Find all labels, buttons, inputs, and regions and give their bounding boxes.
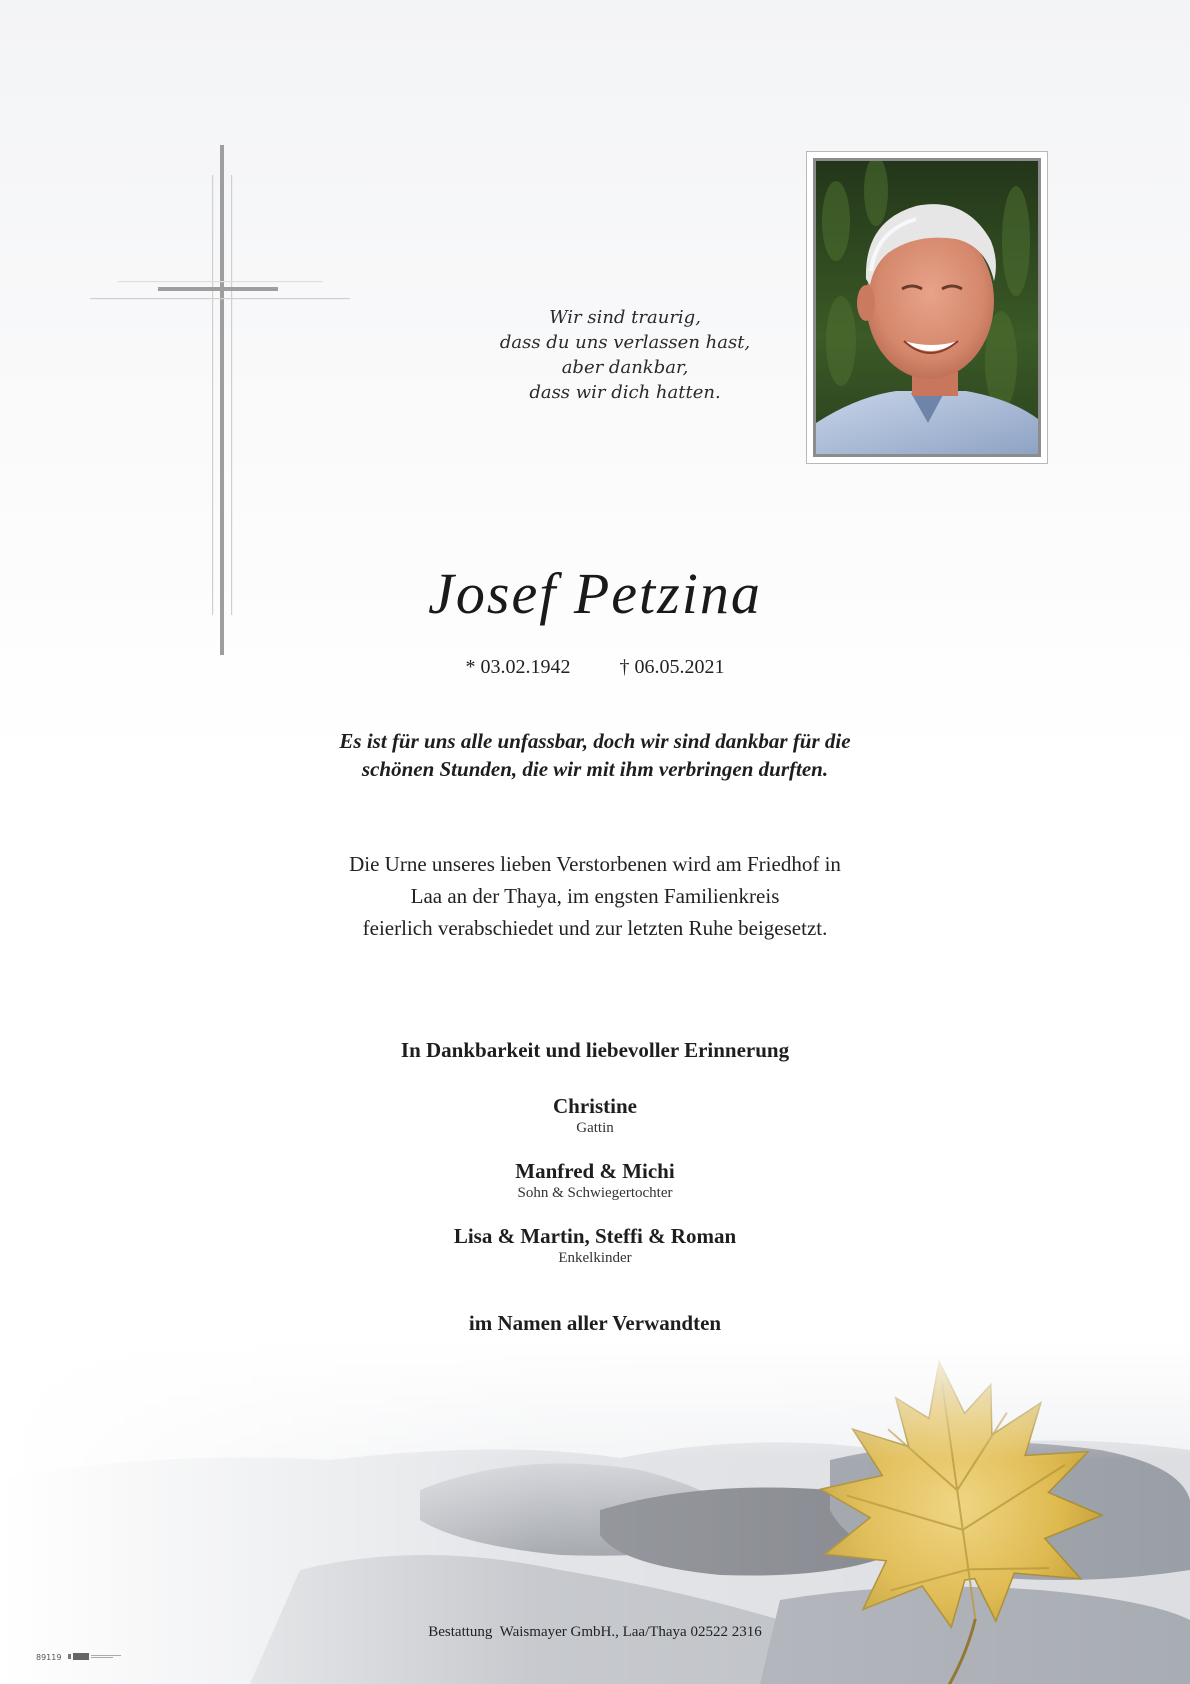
mourner-entry [0, 1159, 1190, 1202]
mourner-entry [0, 1224, 1190, 1267]
deceased-name: Josef Petzina [428, 561, 762, 626]
mourner-name: Manfred & Michi [515, 1159, 675, 1183]
announcement-line: feierlich verabschiedet und zur letzten Ruhe beigesetzt. [362, 916, 828, 940]
print-code: 89119 [36, 1653, 62, 1662]
verse-line: aber dankbar, [561, 357, 689, 378]
announcement-line: Die Urne unseres lieben Verstorbenen wird am Friedhof in [349, 852, 841, 876]
mourner-entry [0, 1094, 1190, 1137]
mourners-heading: In Dankbarkeit und liebevoller Erinnerung [400, 1038, 790, 1062]
death-date: † 06.05.2021 [619, 656, 725, 678]
verse-line: dass du uns verlassen hast, [499, 332, 751, 353]
verse-line: dass wir dich hatten. [529, 382, 721, 403]
mourner-role: Sohn & Schwiegertochter [517, 1185, 673, 1201]
verse [30, 305, 1190, 405]
mourner-role: Gattin [576, 1120, 614, 1136]
birth-date: * 03.02.1942 [465, 656, 571, 678]
closing-line: im Namen aller Verwandten [468, 1311, 722, 1335]
quote-line: Es ist für uns alle unfassbar, doch wir sind dankbar für die [339, 729, 851, 753]
announcement-line: Laa an der Thaya, im engsten Familienkreis [410, 884, 780, 908]
mourner-name: Lisa & Martin, Steffi & Roman [453, 1224, 737, 1248]
verse-line: Wir sind traurig, [549, 307, 701, 328]
quote-line: schönen Stunden, die wir mit ihm verbringen durften. [361, 757, 829, 781]
undertaker-contact: Bestattung Waismayer GmbH., Laa/Thaya 02522 2316 [428, 1624, 762, 1640]
funeral-announcement [0, 848, 1190, 944]
life-dates [0, 656, 1190, 679]
printer-logo-icon [68, 1652, 122, 1661]
mourner-name: Christine [553, 1094, 637, 1118]
mourner-role: Enkelkinder [558, 1250, 632, 1266]
memorial-quote [0, 727, 1190, 783]
